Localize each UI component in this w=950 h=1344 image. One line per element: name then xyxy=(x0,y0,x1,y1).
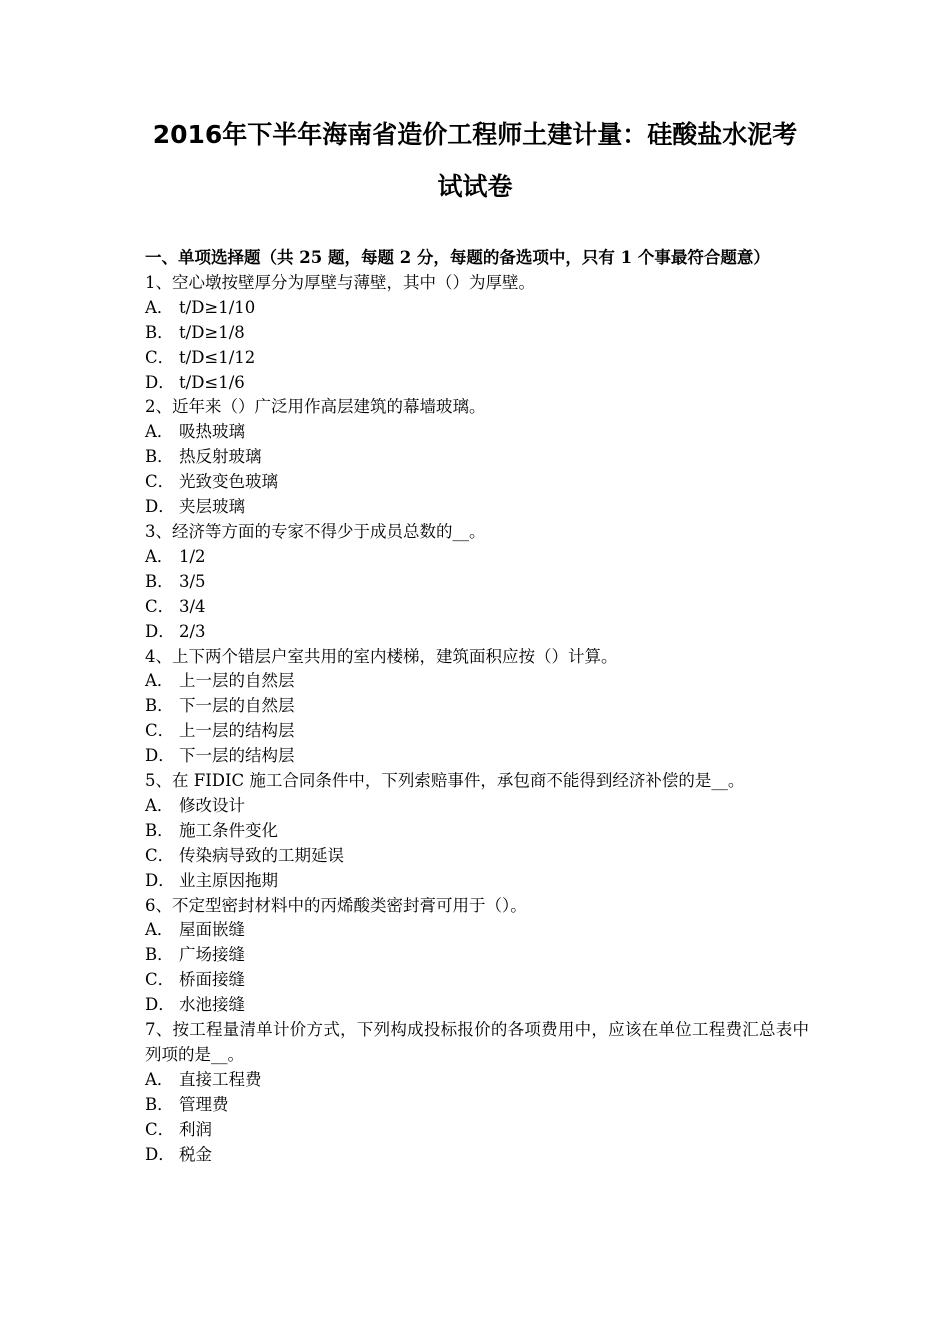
option-label: C． xyxy=(145,596,175,616)
option-text: 屋面嵌缝 xyxy=(179,920,245,940)
option-text: 3/5 xyxy=(179,571,206,591)
option-label: A． xyxy=(145,795,174,815)
question-stem: 4、上下两个错层户室共用的室内楼梯，建筑面积应按（）计算。 xyxy=(145,646,618,666)
question-6 xyxy=(145,894,809,1019)
option-a xyxy=(145,296,809,321)
option-text: 下一层的自然层 xyxy=(179,696,295,716)
option-label: D． xyxy=(145,995,175,1015)
option-label: B． xyxy=(145,820,174,840)
option-b xyxy=(145,570,809,595)
option-a xyxy=(145,794,809,819)
option-b xyxy=(145,445,809,470)
option-label: D． xyxy=(145,1144,175,1164)
option-text: 桥面接缝 xyxy=(179,970,245,990)
option-a xyxy=(145,918,809,943)
option-label: B． xyxy=(145,945,174,965)
option-label: B． xyxy=(145,447,174,467)
section-heading: 一、单项选择题（共 25 题，每题 2 分，每题的备选项中，只有 1 个事最符合题意） xyxy=(145,248,770,267)
option-text: 施工条件变化 xyxy=(179,820,278,840)
option-text: 2/3 xyxy=(179,621,206,641)
option-b xyxy=(145,943,809,968)
option-label: A． xyxy=(145,671,174,691)
option-text: 吸热玻璃 xyxy=(179,422,245,442)
option-text: 税金 xyxy=(179,1144,212,1164)
question-7 xyxy=(145,1018,809,1167)
option-a xyxy=(145,1068,809,1093)
option-label: D． xyxy=(145,621,175,641)
question-5 xyxy=(145,769,809,894)
option-text: t/D≥1/8 xyxy=(179,322,245,342)
document-title-line-2: 试试卷 xyxy=(437,172,513,201)
option-c xyxy=(145,595,809,620)
option-a xyxy=(145,420,809,445)
option-label: C． xyxy=(145,721,175,741)
option-label: D． xyxy=(145,746,175,766)
option-label: C． xyxy=(145,970,175,990)
option-text: 光致变色玻璃 xyxy=(179,472,278,492)
question-2 xyxy=(145,395,809,520)
option-text: 广场接缝 xyxy=(179,945,245,965)
option-label: B． xyxy=(145,1094,174,1114)
option-label: B． xyxy=(145,696,174,716)
option-c xyxy=(145,470,809,495)
question-3 xyxy=(145,520,809,645)
option-text: t/D≤1/6 xyxy=(179,372,245,392)
question-stem: 5、在 FIDIC 施工合同条件中，下列索赔事件，承包商不能得到经济补偿的是__。 xyxy=(145,771,745,791)
option-d xyxy=(145,869,809,894)
option-label: C． xyxy=(145,845,175,865)
option-d xyxy=(145,744,809,769)
option-label: A． xyxy=(145,920,174,940)
option-a xyxy=(145,545,809,570)
option-label: A． xyxy=(145,422,174,442)
option-c xyxy=(145,1118,809,1143)
option-label: D． xyxy=(145,870,175,890)
option-label: C． xyxy=(145,472,175,492)
option-b xyxy=(145,1093,809,1118)
option-text: 3/4 xyxy=(179,596,206,616)
option-d xyxy=(145,1143,809,1168)
document-title-line-1: 2016年下半年海南省造价工程师土建计量：硅酸盐水泥考 xyxy=(152,120,798,149)
question-stem: 3、经济等方面的专家不得少于成员总数的__。 xyxy=(145,521,486,541)
option-d xyxy=(145,371,809,396)
option-text: 利润 xyxy=(179,1119,212,1139)
option-label: A． xyxy=(145,297,174,317)
option-label: B． xyxy=(145,571,174,591)
question-4 xyxy=(145,645,809,770)
option-b xyxy=(145,819,809,844)
option-c xyxy=(145,968,809,993)
option-label: C． xyxy=(145,347,175,367)
option-c xyxy=(145,719,809,744)
document-body xyxy=(145,246,809,1168)
option-text: 传染病导致的工期延误 xyxy=(179,845,344,865)
option-label: A． xyxy=(145,1069,174,1089)
option-text: 夹层玻璃 xyxy=(179,497,245,517)
question-1 xyxy=(145,271,809,396)
option-d xyxy=(145,620,809,645)
option-text: t/D≤1/12 xyxy=(179,347,256,367)
option-text: 热反射玻璃 xyxy=(179,447,262,467)
option-b xyxy=(145,694,809,719)
option-label: C． xyxy=(145,1119,175,1139)
option-text: 上一层的自然层 xyxy=(179,671,295,691)
option-text: 修改设计 xyxy=(179,795,245,815)
option-text: 直接工程费 xyxy=(179,1069,262,1089)
option-d xyxy=(145,993,809,1018)
option-c xyxy=(145,844,809,869)
option-text: t/D≥1/10 xyxy=(179,297,256,317)
option-a xyxy=(145,669,809,694)
option-text: 管理费 xyxy=(179,1094,229,1114)
question-stem: 7、按工程量清单计价方式，下列构成投标报价的各项费用中，应该在单位工程费汇总表中列项的是__。 xyxy=(145,1020,809,1064)
option-d xyxy=(145,495,809,520)
question-stem: 1、空心墩按壁厚分为厚壁与薄壁，其中（）为厚壁。 xyxy=(145,272,535,292)
question-stem: 6、不定型密封材料中的丙烯酸类密封膏可用于（）。 xyxy=(145,895,527,915)
option-text: 业主原因拖期 xyxy=(179,870,278,890)
option-b xyxy=(145,321,809,346)
option-label: D． xyxy=(145,497,175,517)
option-c xyxy=(145,346,809,371)
option-label: A． xyxy=(145,546,174,566)
option-label: D． xyxy=(145,372,175,392)
option-text: 1/2 xyxy=(179,546,206,566)
option-label: B． xyxy=(145,322,174,342)
question-stem: 2、近年来（）广泛用作高层建筑的幕墙玻璃。 xyxy=(145,397,486,417)
option-text: 下一层的结构层 xyxy=(179,746,295,766)
option-text: 上一层的结构层 xyxy=(179,721,295,741)
option-text: 水池接缝 xyxy=(179,995,245,1015)
